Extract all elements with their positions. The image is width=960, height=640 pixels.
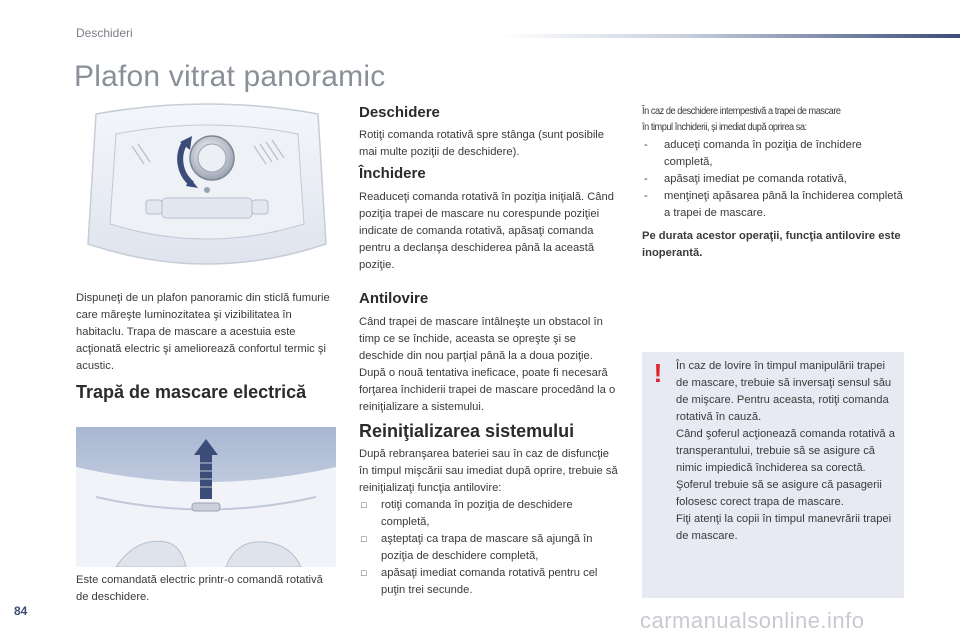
deschidere-text: Rotiţi comanda rotativă spre stânga (sunt posibile mai multe poziţii de deschidere).	[359, 129, 605, 158]
reinit-steps	[359, 497, 621, 599]
intempestiva-steps	[642, 137, 904, 222]
reinit-title: Reiniţializarea sistemului	[359, 421, 575, 441]
list-item: □ apăsaţi imediat comanda rotativă pentru cel puţin trei secunde.	[359, 565, 621, 599]
warning-paragraph: Fiţi atenţi la copii în timpul manevrării trapei de mascare.	[676, 513, 892, 542]
warning-paragraph: Când şoferul acţionează comanda rotativă a transperantului, trebuie să se asigure că nimic impiedică închiderea sa corectă.	[676, 428, 895, 474]
list-item: - apăsaţi imediat pe comanda rotativă,	[642, 171, 904, 188]
page-number: 84	[14, 604, 28, 618]
warning-text	[676, 358, 898, 545]
page-title: Plafon vitrat panoramic	[74, 60, 386, 93]
antilovire-text: Când trapei de mascare întâlneşte un obstacol în timp ce se închide, aceasta se opreşte şi se deschide din nou parţial până la a doua poziţie. După o nouă tentativa ineficace, poate fi necesară forţarea închiderii trapei de mascare procedând la o reiniţializare a sistemului.	[359, 316, 616, 413]
header-rule	[500, 34, 960, 38]
intempestiva-lead-line-1: În caz de deschidere intempestivă a trapei de mascare	[642, 106, 841, 117]
roof-illustration	[76, 427, 336, 567]
warning-paragraph: În caz de lovire în timpul manipulării trapei de mascare, trebuie să inversaţi sensul său de mişcare. Pentru aceasta, rotiţi comanda rotativă în cauză.	[676, 360, 892, 423]
intempestiva-note: Pe durata acestor operaţii, funcţia antilovire este inoperantă.	[642, 230, 901, 259]
warning-paragraph: Şoferul trebuie să se asigure că pasagerii folosesc corect trapa de mascare.	[676, 479, 882, 508]
warning-icon: !	[653, 358, 663, 388]
trapa-caption: Este comandată electric printr-o comandă rotativă de deschidere.	[76, 574, 323, 603]
antilovire-title: Antilovire	[359, 290, 429, 307]
reinit-text: După rebranşarea bateriei sau în caz de disfuncţie în timpul mişcării sau imediat după oprire, trebuie să reiniţializaţi funcţia antilovire:	[359, 448, 618, 494]
watermark: carmanualsonline.info	[640, 608, 865, 633]
intempestiva-lead	[642, 104, 912, 136]
console-illustration	[76, 94, 338, 278]
section-title: Deschideri	[76, 26, 133, 40]
list-item: - menţineţi apăsarea până la închiderea completă a trapei de mascare.	[642, 188, 904, 222]
list-item: □ aşteptaţi ca trapa de mascare să ajungă în poziţia de deschidere completă,	[359, 531, 621, 565]
intro-text: Dispuneţi de un plafon panoramic din sticlă fumurie care măreşte luminozitatea şi vizibilitatea în habitaclu. Trapa de mascare a acestuia este acţionată electric şi ameliorează confortul termic şi acustic.	[76, 292, 330, 372]
intempestiva-lead-line-2: în timpul închiderii, şi imediat după oprirea sa:	[642, 122, 807, 133]
list-item: - aduceţi comanda în poziţia de închidere completă,	[642, 137, 904, 171]
inchidere-text: Readuceţi comanda rotativă în poziţia iniţială. Când poziţia trapei de mascare nu corespunde poziţiei indicate de comanda rotativă, apăsaţi comanda pentru a declanşa deschiderea până la această poziţie.	[359, 191, 614, 271]
inchidere-title: Închidere	[359, 165, 426, 182]
deschidere-title: Deschidere	[359, 104, 440, 121]
trapa-title: Trapă de mascare electrică	[76, 382, 307, 402]
list-item: □ rotiţi comanda în poziţia de deschidere completă,	[359, 497, 621, 531]
